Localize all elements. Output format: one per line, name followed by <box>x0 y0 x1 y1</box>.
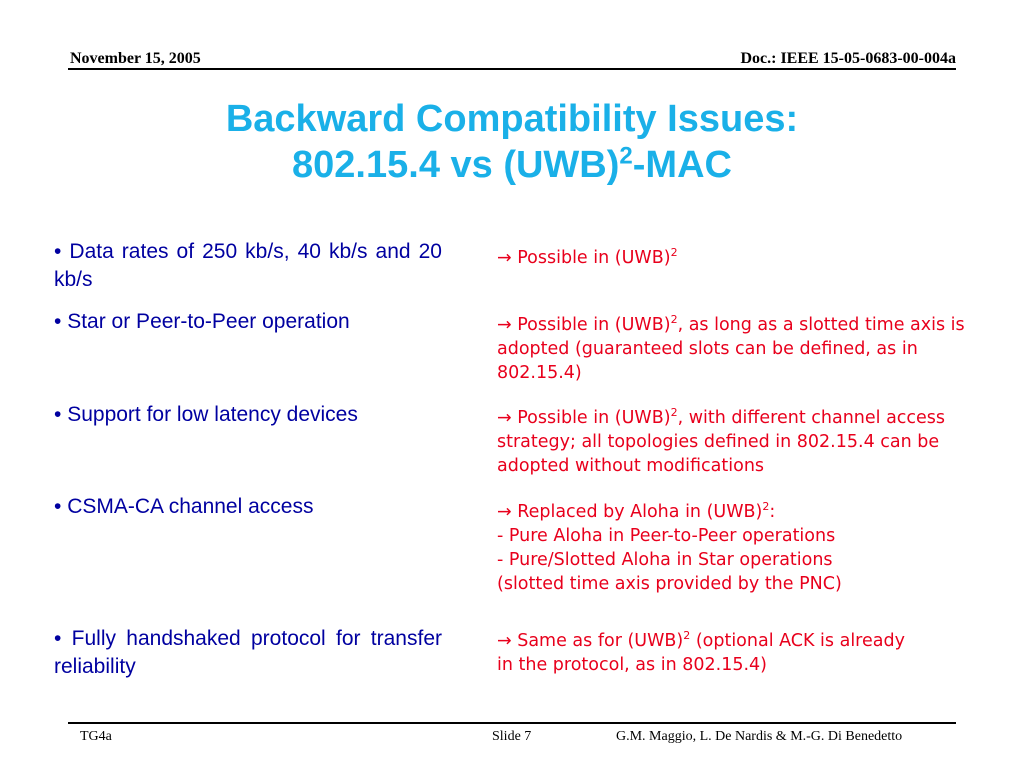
title-line-2: 802.15.4 vs (UWB)$^2$-MAC <box>292 142 732 186</box>
footer-slide-number: Slide 7 <box>492 729 532 744</box>
footer-group: TG4a <box>80 729 112 744</box>
header-divider <box>68 68 956 70</box>
slide-title <box>0 96 1024 188</box>
note-data-rates: → Possible in (UWB)$^2$ <box>497 246 678 268</box>
footer-authors: G.M. Maggio, L. De Nardis & M.-G. Di Benedetto <box>616 729 903 744</box>
bullet-item-topology: • Star or Peer-to-Peer operation <box>54 310 350 333</box>
title-line-1: Backward Compatibility Issues: <box>225 98 799 140</box>
bullet-item-channel-access: • CSMA-CA channel access <box>54 495 314 518</box>
footer-divider <box>68 722 956 724</box>
bullet-item-latency: • Support for low latency devices <box>54 403 358 426</box>
note-latency: → Possible in (UWB)$^2$, with different channel access strategy; all topologies defined in 802.15.4 can be adopted without modifications <box>497 406 946 476</box>
header-doc-id: Doc.: IEEE 15-05-0683-00-004a <box>740 50 956 67</box>
note-handshake: → Same as for (UWB)$^2$ (optional ACK is already in the protocol, as in 802.15.4) <box>497 629 905 675</box>
bullet-item-data-rates: • Data rates of 250 kb/s, 40 kb/s and 20 kb/s <box>54 240 442 291</box>
note-channel-access: → Replaced by Aloha in (UWB)$^2$: - Pure Aloha in Peer-to-Peer operations - Pure/Slotted Aloha in Star operations (slotted time axis provided by the PNC) <box>497 500 842 594</box>
note-topology: → Possible in (UWB)$^2$, as long as a slotted time axis is adopted (guaranteed slots can be defined, as in 802.15.4) <box>497 313 965 383</box>
header-date: November 15, 2005 <box>70 50 201 67</box>
bullet-item-handshake: • Fully handshaked protocol for transfer reliability <box>54 627 442 678</box>
slide-header <box>70 50 956 68</box>
